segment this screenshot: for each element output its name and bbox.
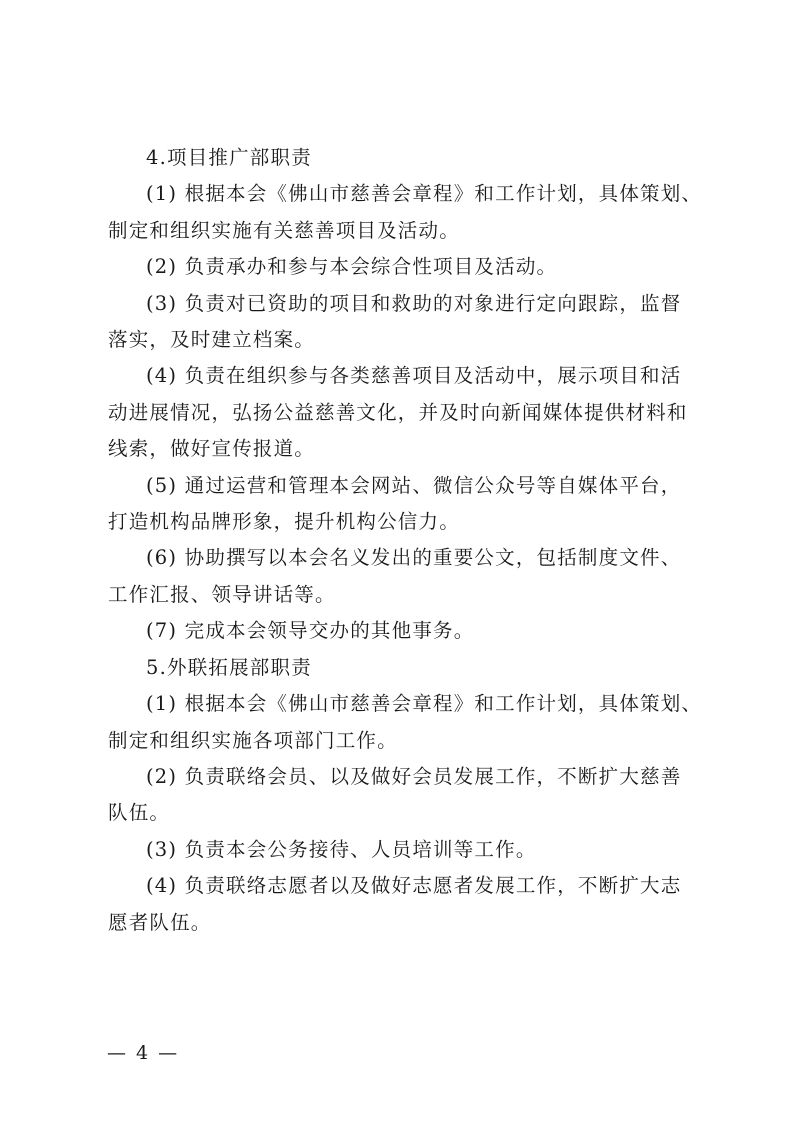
text-line: (7) 完成本会领导交办的其他事务。 — [146, 619, 475, 643]
text-line: 制定和组织实施有关慈善项目及活动。 — [108, 218, 460, 242]
text-line: (4) 负责在组织参与各类慈善项目及活动中，展示项目和活 — [146, 364, 682, 388]
text-line: 4.项目推广部职责 — [146, 146, 312, 169]
text-line: (1) 根据本会《佛山市慈善会章程》和工作计划，具体策划、 — [146, 182, 703, 206]
text-line: 工作汇报、领导讲话等。 — [108, 582, 336, 606]
text-line: 队伍。 — [108, 801, 171, 825]
text-line: 愿者队伍。 — [108, 910, 212, 934]
text-line: (6) 协助撰写以本会名义发出的重要公文，包括制度文件、 — [146, 546, 682, 570]
text-line: (2) 负责承办和参与本会综合性项目及活动。 — [146, 255, 558, 279]
text-line: 线索，做好宣传报道。 — [108, 437, 316, 461]
text-line: 5.外联拓展部职责 — [146, 655, 312, 679]
text-line: 落实，及时建立档案。 — [108, 328, 316, 352]
text-line: (2) 负责联络会员、以及做好会员发展工作，不断扩大慈善 — [146, 764, 682, 788]
text-line: (4) 负责联络志愿者以及做好志愿者发展工作，不断扩大志 — [146, 874, 682, 898]
text-line: 打造机构品牌形象，提升机构公信力。 — [108, 510, 460, 534]
text-line: (5) 通过运营和管理本会网站、微信公众号等自媒体平台， — [146, 473, 682, 497]
document-body — [108, 140, 703, 941]
text-line: (3) 负责本会公务接待、人员培训等工作。 — [146, 837, 537, 861]
text-line: 制定和组织实施各项部门工作。 — [108, 728, 398, 752]
text-line: (3) 负责对已资助的项目和救助的对象进行定向跟踪，监督 — [146, 291, 682, 315]
page-number: — 4 — — [107, 1042, 180, 1064]
text-line: (1) 根据本会《佛山市慈善会章程》和工作计划，具体策划、 — [146, 692, 703, 716]
text-line: 动进展情况，弘扬公益慈善文化，并及时向新闻媒体提供材料和 — [108, 400, 688, 424]
